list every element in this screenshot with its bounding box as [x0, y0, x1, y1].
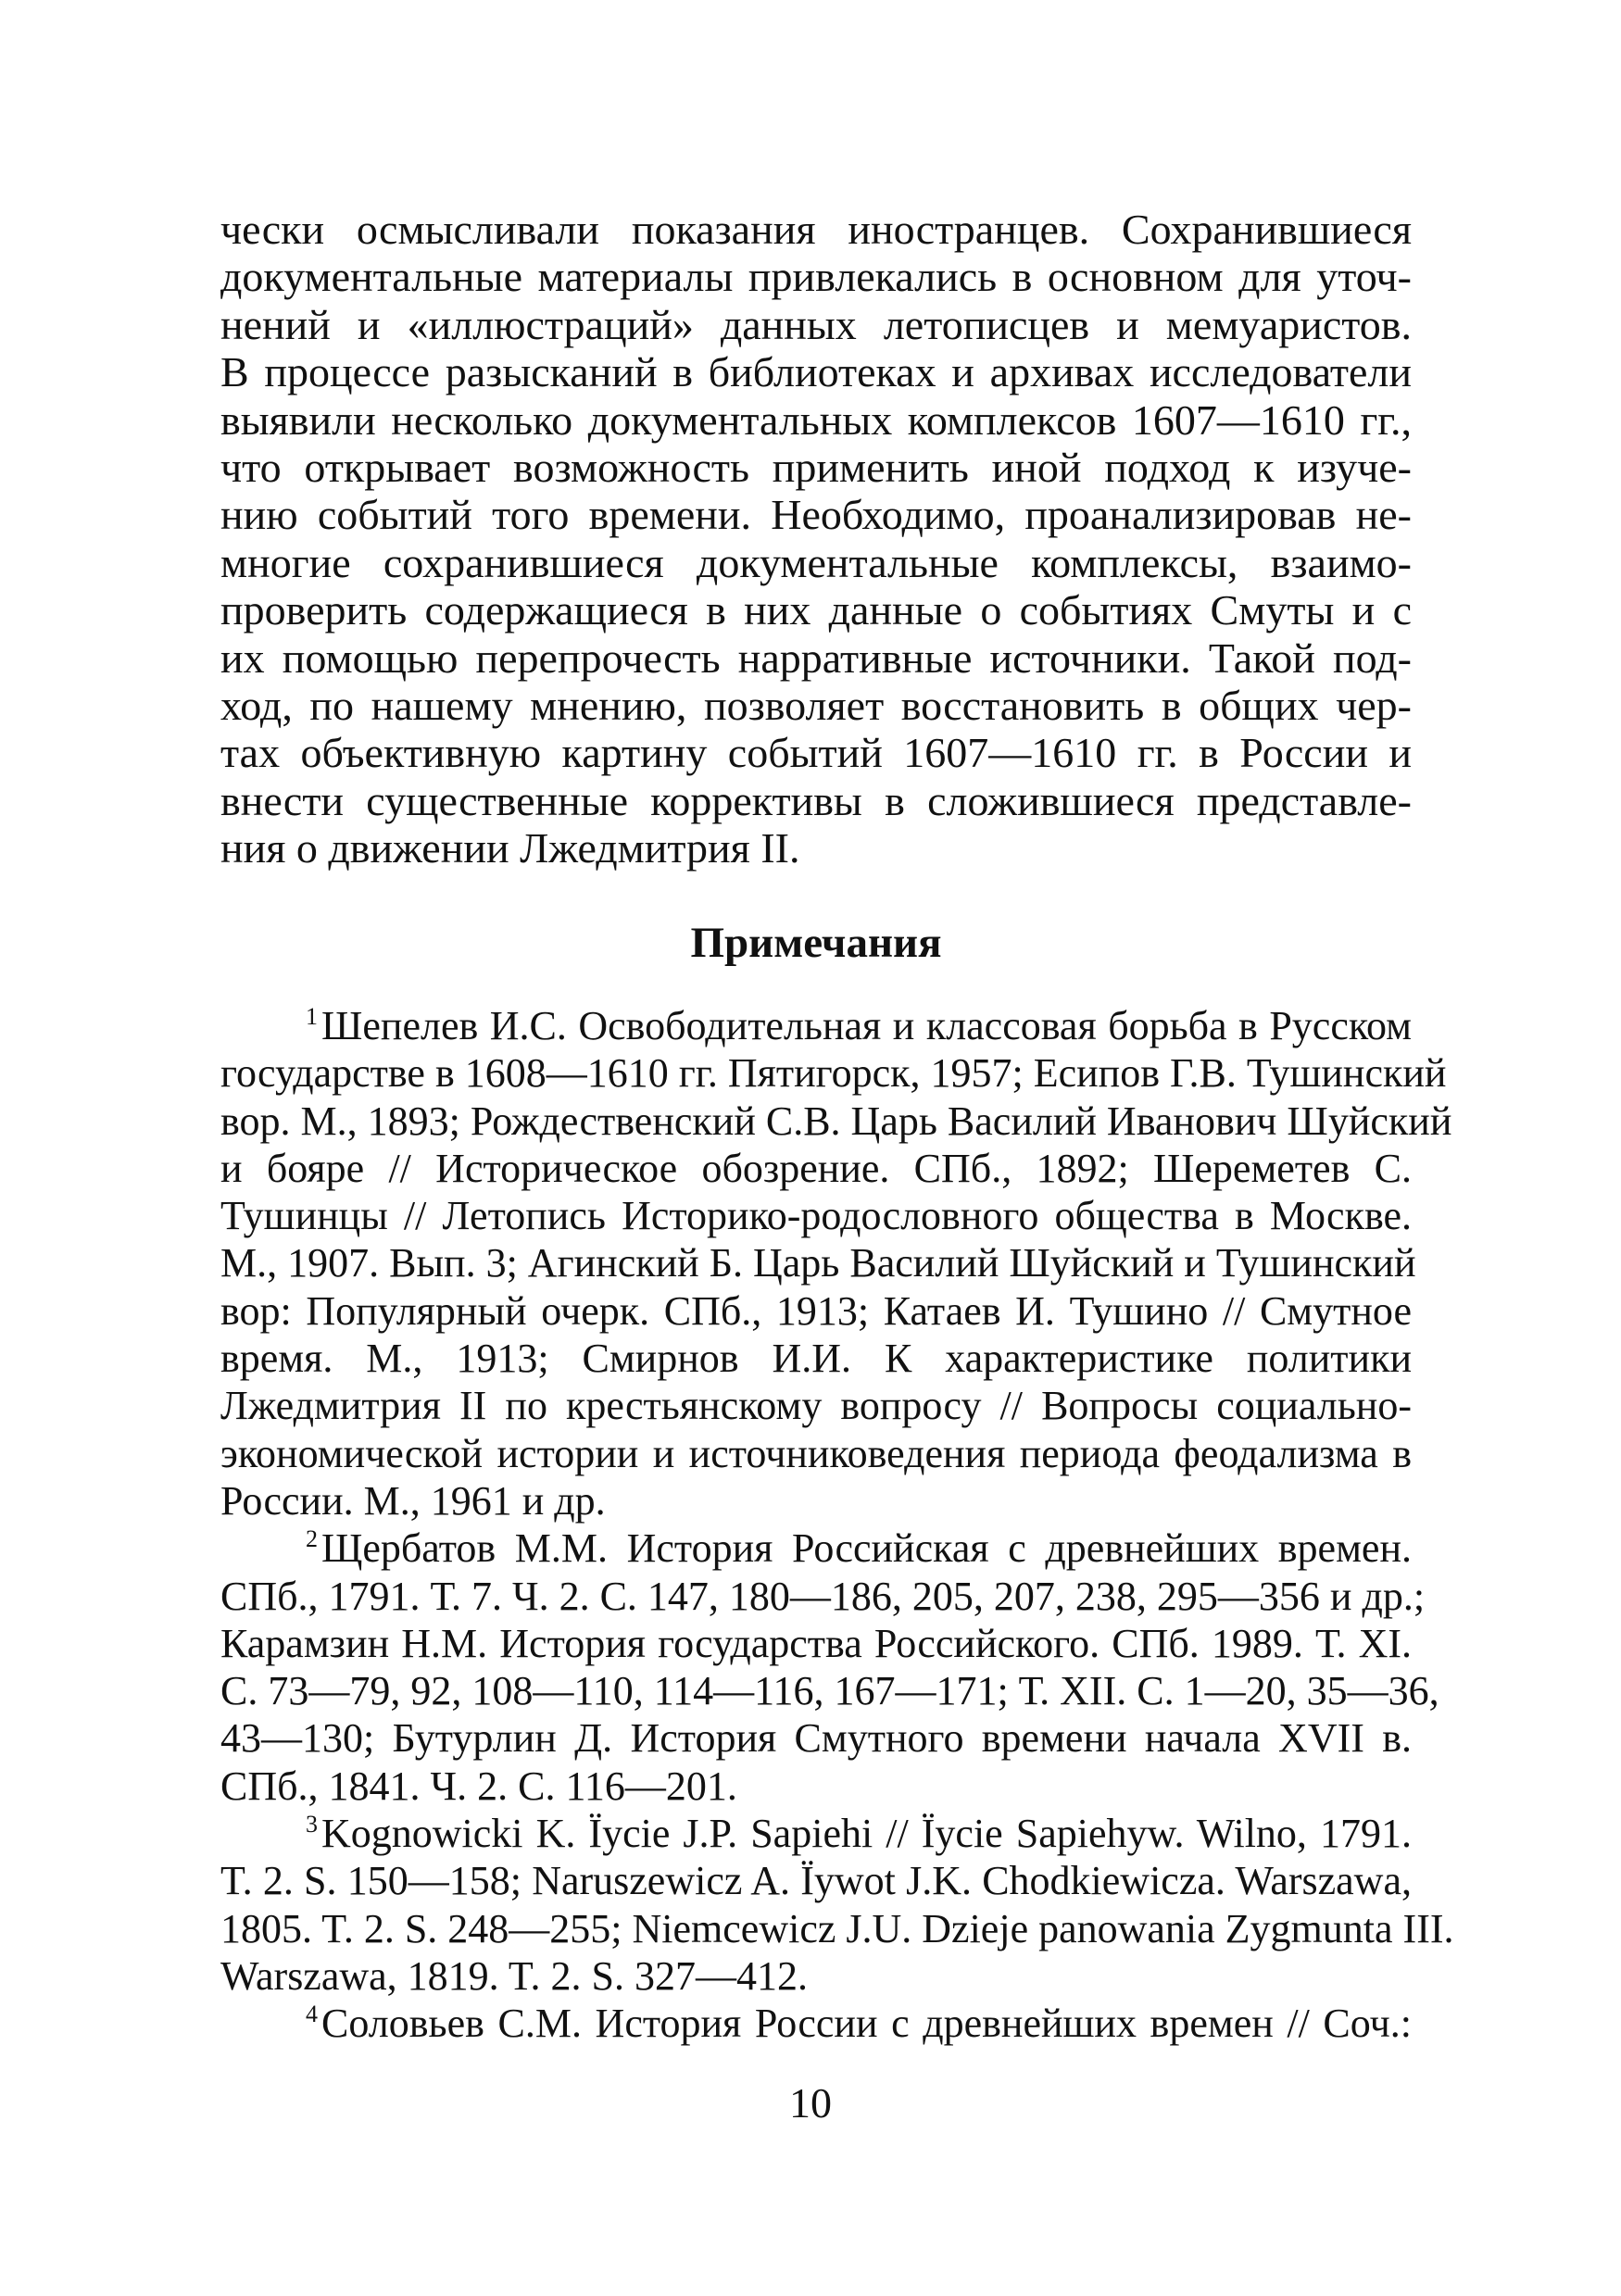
footnote-first-line	[220, 2000, 1412, 2047]
footnote-line: государстве в 1608—1610 гг. Пятигорск, 1957; Есипов Г.В. Тушинский	[220, 1050, 1447, 1097]
footnote-number: 1	[306, 1003, 318, 1030]
footnote-text: Щербатов М.М. История Российская с древнейших времен.	[321, 1525, 1412, 1572]
footnote	[220, 1810, 1454, 2000]
footnote-line: 1805. T. 2. S. 248—255; Niemcewicz J.U. Dzieje panowania Zygmunta III.	[220, 1905, 1454, 1951]
footnote-first-line	[220, 1002, 1412, 1049]
footnote-line: С. 73—79, 92, 108—110, 114—116, 167—171; Т. XII. С. 1—20, 35—36,	[220, 1668, 1439, 1714]
body-paragraph	[220, 206, 1412, 872]
footnote-line: СПб., 1841. Ч. 2. С. 116—201.	[220, 1763, 737, 1809]
footnote-text: Шепелев И.С. Освободительная и классовая борьба в Русском	[321, 1003, 1412, 1048]
text-line: документальные материалы привлекались в основном для уточ-	[220, 253, 1412, 301]
footnote	[220, 1524, 1439, 1810]
footnote-line: экономической истории и источниковедения периода феодализма в	[220, 1430, 1412, 1476]
text-line: что открывает возможность применить иной подход к изуче-	[220, 444, 1412, 492]
text-line: проверить содержащиеся в них данные о событиях Смуты и с	[220, 586, 1412, 634]
footnote-line: вор: Популярный очерк. СПб., 1913; Катаев И. Тушино // Смутное	[220, 1287, 1412, 1334]
footnote-number: 4	[306, 2001, 318, 2028]
footnote-line: России. М., 1961 и др.	[220, 1477, 606, 1524]
notes-heading: Примечания	[690, 919, 942, 967]
text-line: многие сохранившиеся документальные комплексы, взаимо-	[220, 538, 1412, 586]
footnote-first-line	[220, 1524, 1412, 1572]
footnote	[220, 1002, 1452, 1524]
footnote-line: Лжедмитрия II по крестьянскому вопросу // Вопросы социально-	[220, 1383, 1412, 1429]
footnote-line: Warszawa, 1819. T. 2. S. 327—412.	[220, 1952, 808, 1999]
text-line: ния о движении Лжедмитрия II.	[220, 824, 800, 872]
text-line: их помощью перепрочесть нарративные источники. Такой под-	[220, 634, 1412, 682]
text-line: выявили несколько документальных комплексов 1607—1610 гг.,	[220, 395, 1412, 444]
footnote-line: СПб., 1791. Т. 7. Ч. 2. С. 147, 180—186, 205, 207, 238, 295—356 и др.;	[220, 1573, 1426, 1619]
footnote-line: и бояре // Историческое обозрение. СПб., 1892; Шереметев С.	[220, 1145, 1412, 1191]
footnote-line: вор. М., 1893; Рождественский С.В. Царь Василий Иванович Шуйский	[220, 1098, 1452, 1144]
footnote-number: 2	[306, 1525, 318, 1553]
text-line: тах объективную картину событий 1607—1610 гг. в России и	[220, 729, 1412, 777]
text-line: внести существенные коррективы в сложившиеся представле-	[220, 776, 1412, 824]
footnote-line: время. М., 1913; Смирнов И.И. К характеристике политики	[220, 1336, 1412, 1382]
footnote-text: Kognowicki K. Ïycie J.P. Sapiehi // Ïycie Sapiehyw. Wilno, 1791.	[321, 1811, 1412, 1857]
text-line: нений и «иллюстраций» данных летописцев и мемуаристов.	[220, 300, 1412, 348]
footnote-line: Карамзин Н.М. История государства Российского. СПб. 1989. Т. XI.	[220, 1620, 1412, 1666]
footnote-text: Соловьев С.М. История России с древнейших времен // Соч.:	[321, 2001, 1412, 2047]
text-line: нию событий того времени. Необходимо, проанализировав не-	[220, 491, 1412, 539]
footnote-first-line	[220, 1810, 1412, 1857]
page-number: 10	[789, 2079, 832, 2127]
notes-section	[220, 1002, 1454, 2048]
body-text	[220, 206, 1412, 872]
footnote-number: 3	[306, 1811, 318, 1838]
text-line: В процессе разысканий в библиотеках и архивах исследователи	[220, 348, 1412, 396]
footnote-line: Тушинцы // Летопись Историко-родословного общества в Москве.	[220, 1193, 1412, 1239]
text-line: ход, по нашему мнению, позволяет восстановить в общих чер-	[220, 682, 1412, 730]
footnote-line: М., 1907. Вып. 3; Агинский Б. Царь Василий Шуйский и Тушинский	[220, 1240, 1416, 1286]
footnote	[220, 2000, 1412, 2047]
footnote-line: T. 2. S. 150—158; Naruszewicz A. Ïywot J.K. Chodkiewicza. Warszawa,	[220, 1858, 1412, 1904]
text-line: чески осмысливали показания иностранцев. Сохранившиеся	[220, 206, 1412, 253]
footnote-line: 43—130; Бутурлин Д. История Смутного времени начала XVII в.	[220, 1715, 1412, 1762]
